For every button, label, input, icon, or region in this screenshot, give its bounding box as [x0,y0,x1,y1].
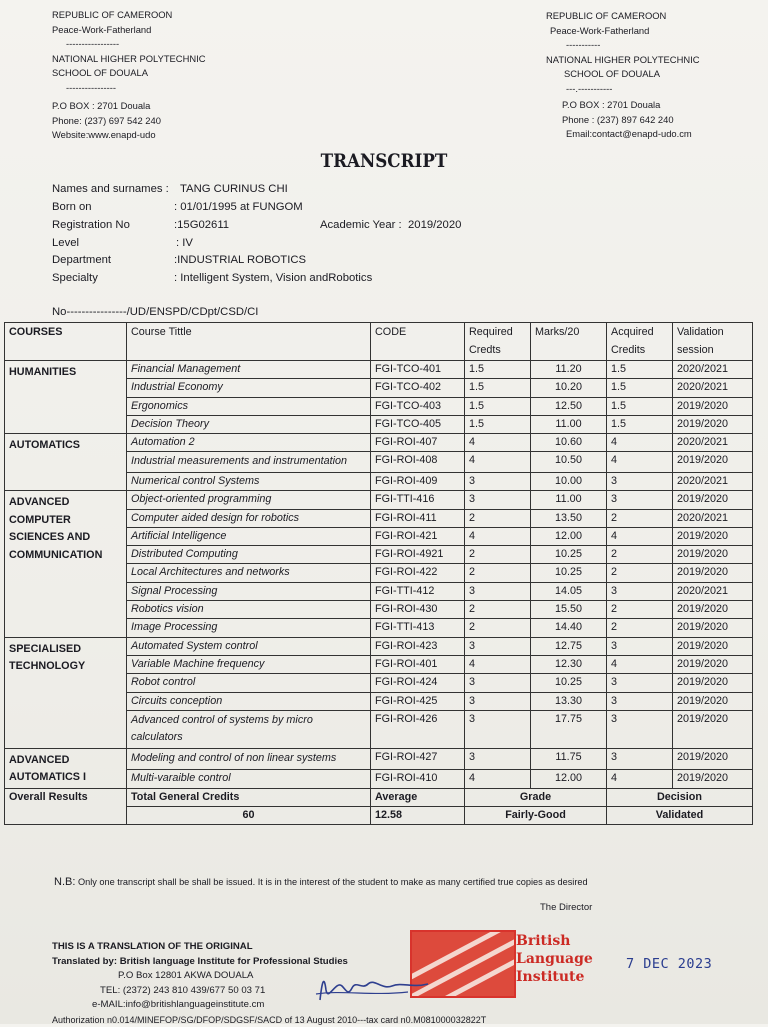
acquired-credits: 2 [607,546,673,564]
po-box: P.O BOX : 2701 Douala [52,99,206,114]
required-credits: 1.5 [465,415,531,433]
website: Website:www.enapd-udo [52,128,206,143]
course-title: Financial Management [127,361,371,379]
translation-line: THIS IS A TRANSLATION OF THE ORIGINAL [52,940,486,955]
validation-session: 2020/2021 [673,361,753,379]
po-box: P.O BOX : 2701 Douala [546,98,700,113]
course-mark: 11.75 [531,748,607,769]
registration-number: :15G02611 [174,219,229,231]
translation-line: e-MAIL:info@britishlanguageinstitute.cm [52,998,486,1013]
total-credits-label: Total General Credits [127,788,371,806]
birth-info: : 01/01/1995 at FUNGOM [174,201,303,213]
average-label: Average [371,788,465,806]
acquired-credits: 1.5 [607,361,673,379]
validation-session: 2019/2020 [673,564,753,582]
validation-session: 2020/2021 [673,509,753,527]
course-title: Decision Theory [127,415,371,433]
validation-session: 2020/2021 [673,434,753,452]
course-mark: 13.50 [531,509,607,527]
acquired-credits: 3 [607,748,673,769]
course-title: Automated System control [127,637,371,655]
student-name: TANG CURINUS CHI [180,183,288,195]
school-city: SCHOOL OF DOUALA [52,66,206,81]
course-title: Signal Processing [127,582,371,600]
acquired-credits: 2 [607,601,673,619]
required-credits: 4 [465,452,531,473]
header-marks: Marks/20 [531,323,607,361]
course-title: Distributed Computing [127,546,371,564]
required-credits: 3 [465,637,531,655]
course-category: ADVANCED AUTOMATICS I [5,748,127,788]
course-code: FGI-TCO-401 [371,361,465,379]
phone: Phone : (237) 897 642 240 [546,113,700,128]
required-credits: 3 [465,582,531,600]
required-credits: 1.5 [465,361,531,379]
total-credits: 60 [127,807,371,825]
header-validation-session: Validation session [673,323,753,361]
course-category: HUMANITIES [5,361,127,434]
course-category: ADVANCED COMPUTER SCIENCES AND COMMUNICATION [5,491,127,637]
validation-session: 2019/2020 [673,546,753,564]
level-label: Level [52,237,79,249]
header-required-credits: Required Credts [465,323,531,361]
acquired-credits: 3 [607,491,673,509]
course-mark: 10.60 [531,434,607,452]
required-credits: 3 [465,748,531,769]
course-code: FGI-ROI-427 [371,748,465,769]
average-value: 12.58 [371,807,465,825]
motto: Peace-Work-Fatherland [546,24,700,39]
table-header-row [5,323,753,361]
table-row [5,491,753,509]
header-right [546,9,700,142]
specialty-label: Specialty [52,272,98,284]
course-mark: 12.50 [531,397,607,415]
acquired-credits: 4 [607,434,673,452]
table-body [5,361,753,825]
header-code: CODE [371,323,465,361]
course-code: FGI-ROI-425 [371,692,465,710]
document-title: TRANSCRIPT [46,150,722,172]
acquired-credits: 2 [607,564,673,582]
course-code: FGI-ROI-423 [371,637,465,655]
specialty: : Intelligent System, Vision andRobotics [174,272,372,284]
course-code: FGI-ROI-421 [371,527,465,545]
course-code: FGI-ROI-401 [371,655,465,673]
validation-session: 2019/2020 [673,637,753,655]
required-credits: 2 [465,619,531,637]
course-code: FGI-TTI-412 [371,582,465,600]
validation-session: 2019/2020 [673,452,753,473]
header-courses: COURSES [5,323,127,361]
course-code: FGI-ROI-4921 [371,546,465,564]
separator: ---------------- [52,81,206,96]
acquired-credits: 2 [607,619,673,637]
validation-session: 2019/2020 [673,619,753,637]
acquired-credits: 3 [607,692,673,710]
course-mark: 11.00 [531,491,607,509]
grade-label: Grade [465,788,607,806]
translation-line: P.O Box 12801 AKWA DOUALA [52,969,486,984]
course-mark: 14.05 [531,582,607,600]
course-code: FGI-ROI-409 [371,472,465,490]
course-code: FGI-TCO-402 [371,379,465,397]
required-credits: 2 [465,546,531,564]
brand-line: Institute [516,968,593,986]
acquired-credits: 3 [607,582,673,600]
course-title: Image Processing [127,619,371,637]
course-title: Local Architectures and networks [127,564,371,582]
institute-brand [516,932,593,986]
course-mark: 13.30 [531,692,607,710]
course-mark: 10.25 [531,546,607,564]
course-mark: 11.00 [531,415,607,433]
course-title: Object-oriented programming [127,491,371,509]
course-title: Circuits conception [127,692,371,710]
course-mark: 12.00 [531,527,607,545]
course-title: Numerical control Systems [127,472,371,490]
table-row [5,434,753,452]
overall-header-row [5,788,753,806]
required-credits: 2 [465,601,531,619]
school-name: NATIONAL HIGHER POLYTECHNIC [52,52,206,67]
phone: Phone: (237) 697 542 240 [52,114,206,129]
course-code: FGI-ROI-424 [371,674,465,692]
acquired-credits: 1.5 [607,415,673,433]
translation-line: Authorization n0.014/MINEFOP/SG/DFOP/SDGSF/SACD of 13 August 2010---tax card n0.M081000032822T [52,1013,486,1027]
motto: Peace-Work-Fatherland [52,23,206,38]
course-mark: 10.25 [531,564,607,582]
overall-results-label: Overall Results [5,788,127,825]
validation-session: 2019/2020 [673,397,753,415]
validation-session: 2019/2020 [673,710,753,748]
grade-value: Fairly-Good [465,807,607,825]
course-code: FGI-ROI-410 [371,769,465,788]
academic-year-label: Academic Year : [320,219,402,231]
course-mark: 11.20 [531,361,607,379]
course-title: Modeling and control of non linear systems [127,748,371,769]
school-name: NATIONAL HIGHER POLYTECHNIC [546,53,700,68]
course-title: Robot control [127,674,371,692]
course-title: Industrial measurements and instrumentation [127,452,371,473]
course-code: FGI-TTI-416 [371,491,465,509]
required-credits: 3 [465,491,531,509]
required-credits: 4 [465,655,531,673]
course-code: FGI-ROI-408 [371,452,465,473]
course-mark: 14.40 [531,619,607,637]
acquired-credits: 3 [607,710,673,748]
required-credits: 2 [465,509,531,527]
course-mark: 10.00 [531,472,607,490]
header-course-title: Course Tittle [127,323,371,361]
note-label: N.B: [54,876,75,888]
acquired-credits: 4 [607,527,673,545]
course-mark: 12.00 [531,769,607,788]
validation-session: 2019/2020 [673,769,753,788]
validation-session: 2019/2020 [673,601,753,619]
signature-icon [312,960,432,1008]
department: :INDUSTRIAL ROBOTICS [174,254,306,266]
reference-number: No----------------/UD/ENSPD/CDpt/CSD/CI [52,306,258,318]
course-mark: 15.50 [531,601,607,619]
course-title: Industrial Economy [127,379,371,397]
required-credits: 3 [465,674,531,692]
course-code: FGI-ROI-430 [371,601,465,619]
acquired-credits: 3 [607,637,673,655]
course-title: Variable Machine frequency [127,655,371,673]
validation-session: 2019/2020 [673,655,753,673]
email: Email:contact@enapd-udo.cm [546,127,700,142]
validation-session: 2019/2020 [673,527,753,545]
validation-session: 2020/2021 [673,582,753,600]
acquired-credits: 2 [607,509,673,527]
acquired-credits: 3 [607,674,673,692]
school-city: SCHOOL OF DOUALA [546,67,700,82]
required-credits: 4 [465,434,531,452]
department-label: Department [52,254,111,266]
course-code: FGI-TCO-403 [371,397,465,415]
course-mark: 10.50 [531,452,607,473]
acquired-credits: 4 [607,655,673,673]
validation-session: 2020/2021 [673,472,753,490]
course-mark: 10.25 [531,674,607,692]
course-code: FGI-TTI-413 [371,619,465,637]
course-title: Artificial Intelligence [127,527,371,545]
name-label: Names and surnames : [52,183,169,195]
table-row [5,637,753,655]
course-code: FGI-ROI-407 [371,434,465,452]
header-left [52,8,206,143]
course-code: FGI-TCO-405 [371,415,465,433]
table-row [5,361,753,379]
registration-label: Registration No [52,219,130,231]
course-title: Automation 2 [127,434,371,452]
note-text: Only one transcript shall be shall be issued. It is in the interest of the student to make as many certified true copies as desired [78,877,588,887]
course-code: FGI-ROI-411 [371,509,465,527]
validation-session: 2019/2020 [673,674,753,692]
required-credits: 4 [465,769,531,788]
acquired-credits: 1.5 [607,379,673,397]
course-title: Computer aided design for robotics [127,509,371,527]
stamp-date: 7 DEC 2023 [626,956,712,972]
level: : IV [176,237,193,249]
course-mark: 12.30 [531,655,607,673]
required-credits: 3 [465,692,531,710]
course-mark: 12.75 [531,637,607,655]
director-title: The Director [540,902,592,913]
validation-session: 2019/2020 [673,491,753,509]
required-credits: 1.5 [465,397,531,415]
validation-session: 2019/2020 [673,692,753,710]
course-category: SPECIALISED TECHNOLOGY [5,637,127,748]
required-credits: 3 [465,472,531,490]
validation-session: 2019/2020 [673,748,753,769]
course-mark: 17.75 [531,710,607,748]
born-label: Born on [52,201,92,213]
acquired-credits: 4 [607,452,673,473]
brand-line: Language [516,950,593,968]
course-title: Robotics vision [127,601,371,619]
table-row [5,748,753,769]
note [54,876,588,888]
course-title: Ergonomics [127,397,371,415]
required-credits: 2 [465,564,531,582]
translation-line: Translated by: British language Institute for Professional Studies [52,955,486,970]
decision-value: Validated [607,807,753,825]
validation-session: 2020/2021 [673,379,753,397]
header-acquired-credits: Acquired Credits [607,323,673,361]
validation-session: 2019/2020 [673,415,753,433]
required-credits: 3 [465,710,531,748]
decision-label: Decision [607,788,753,806]
course-category: AUTOMATICS [5,434,127,491]
course-code: FGI-ROI-426 [371,710,465,748]
academic-year: 2019/2020 [408,219,461,231]
acquired-credits: 3 [607,472,673,490]
transcript-table [4,322,753,825]
course-code: FGI-ROI-422 [371,564,465,582]
required-credits: 1.5 [465,379,531,397]
separator: ----------------- [52,37,206,52]
course-title: Advanced control of systems by micro calculators [127,710,371,748]
country-name: REPUBLIC OF CAMEROON [546,9,700,24]
separator: ---.----------- [546,82,700,97]
country-name: REPUBLIC OF CAMEROON [52,8,206,23]
separator: ----------- [546,38,700,53]
acquired-credits: 4 [607,769,673,788]
course-mark: 10.20 [531,379,607,397]
course-title: Multi-varaible control [127,769,371,788]
acquired-credits: 1.5 [607,397,673,415]
brand-line: British [516,932,593,950]
translation-line: TEL: (2372) 243 810 439/677 50 03 71 [52,984,486,999]
required-credits: 4 [465,527,531,545]
